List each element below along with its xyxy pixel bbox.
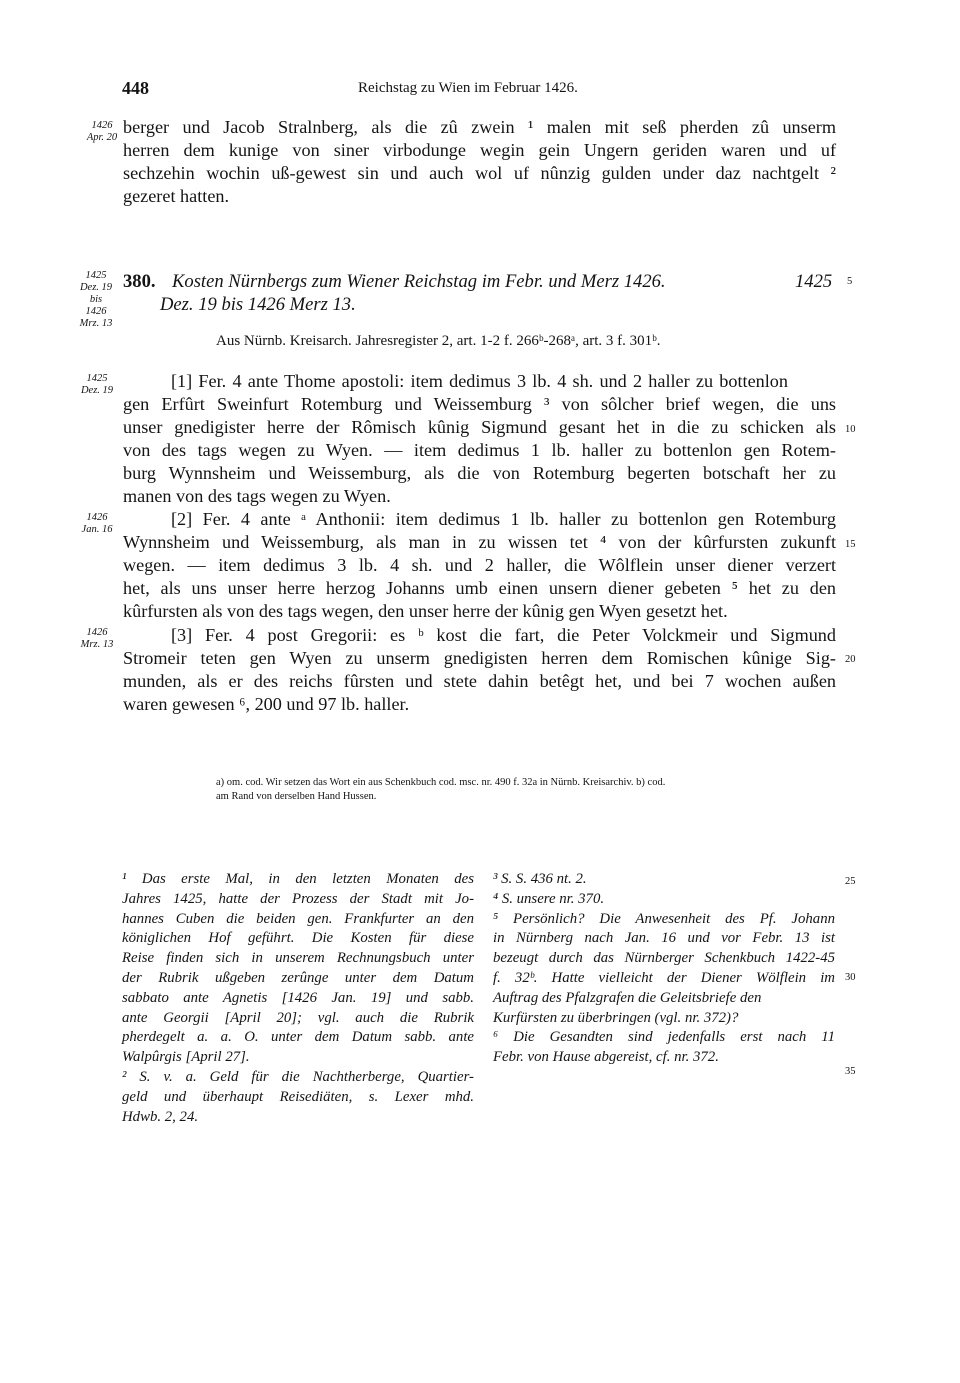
line-number: 30 bbox=[845, 972, 856, 983]
line-number: 10 bbox=[845, 424, 856, 435]
text-line: gezeret hatten. bbox=[123, 186, 230, 206]
text-line: sechzehin wochin uß-gewest sin und auch wol uf nûnzig gulden under daz nachtgelt ² bbox=[123, 163, 836, 183]
text-line: [3] Fer. 4 post Gregorii: es ᵇ kost die fart, die Peter Volckmeir und Sigmund bbox=[171, 625, 836, 645]
variant-line: am Rand von derselben Hand Hussen. bbox=[216, 791, 377, 802]
entry-title: Kosten Nürnbergs zum Wiener Reichstag im Febr. und Merz 1426. bbox=[172, 271, 666, 292]
variant-notes bbox=[216, 776, 836, 804]
text-line: gen Erfûrt Sweinfurt Rotemburg und Weissemburg ³ von sôlcher brief wegen, die uns bbox=[123, 394, 836, 414]
text-line: [1] Fer. 4 ante Thome apostoli: item dedimus 3 lb. 4 sh. und 2 haller zu bottenlon bbox=[171, 371, 788, 391]
text-line: herren dem kunige von siner virbodunge wegin gein Ungern geriden waren und uf bbox=[123, 140, 836, 160]
text-line: manen von des tags wegen zu Wyen. bbox=[123, 486, 391, 506]
footnote-line: Febr. von Hause abgereist, cf. nr. 372. bbox=[493, 1049, 719, 1066]
footnote-line: f. 32ᵇ. Hatte vielleicht der Diener Wölflein im bbox=[493, 969, 835, 986]
line-number: 5 bbox=[847, 276, 853, 287]
variant-line: a) om. cod. Wir setzen das Wort ein aus Schenkbuch cod. msc. nr. 490 f. 32a in Nürnb. Kreisarchiv. b) cod. bbox=[216, 777, 666, 788]
paragraph-1-cont bbox=[123, 393, 836, 508]
footnote-line: Auftrag des Pfalzgrafen die Geleitsbriefe den bbox=[493, 989, 762, 1006]
footnote-line: geld und überhaupt Reisediäten, s. Lexer mhd. bbox=[122, 1088, 474, 1105]
entry-number: 380. bbox=[123, 271, 156, 292]
text-line: unser gnedigister herre der Rômisch kûnig Sigmund gesant het in die zu schicken als bbox=[123, 417, 836, 437]
margin-date: 1425 Dez. 19 bbox=[80, 373, 114, 396]
entry-date-range: Dez. 19 bis 1426 Merz 13. bbox=[160, 294, 356, 315]
footnote-line: Hdwb. 2, 24. bbox=[122, 1108, 199, 1125]
text-line: kûrfursten als von des tags wegen, den unser herre der kûnig gen Wyen gesetzt het. bbox=[123, 601, 728, 621]
footnote-line: ³ S. S. 436 nt. 2. bbox=[493, 871, 587, 887]
footnote-line: ⁴ S. unsere nr. 370. bbox=[493, 890, 605, 907]
footnote-line: Kurfürsten zu überbringen (vgl. nr. 372)? bbox=[493, 1009, 739, 1026]
paragraph-1 bbox=[123, 370, 836, 393]
footnote-line: ¹ Das erste Mal, in den letzten Monaten des bbox=[122, 871, 474, 887]
footnote-line: ⁶ Die Gesandten sind jedenfalls erst nach 11 bbox=[493, 1029, 835, 1046]
continuation-text bbox=[123, 116, 836, 208]
footnote-line: königlichen Hof geführt. Die Kosten für diese bbox=[122, 930, 474, 947]
margin-date: 1426 Apr. 20 bbox=[86, 120, 118, 143]
footnotes-left bbox=[122, 870, 474, 1127]
margin-date: 1426 Jan. 16 bbox=[81, 512, 113, 535]
footnote-line: in Nürnberg nach Jan. 16 und vor Febr. 13 ist bbox=[493, 930, 835, 947]
footnote-line: Jahres 1425, hatte der Prozess der Stadt mit Jo- bbox=[122, 890, 474, 907]
text-line: Stromeir teten gen Wyen zu unserm gnedigisten herren dem Romischen kûnige Sig- bbox=[123, 648, 836, 668]
line-number: 15 bbox=[845, 539, 856, 550]
text-line: munden, als er des reichs fûrsten und stete dahin betêgt het, und bei 7 wochen außen bbox=[123, 671, 836, 691]
footnote-line: der Rubrik ußgeben zerûnge unter dem Datum bbox=[122, 969, 474, 986]
entry-date-start: 1425 bbox=[795, 271, 833, 292]
footnote-line: Walpûrgis [April 27]. bbox=[122, 1049, 250, 1066]
paragraph-2 bbox=[171, 508, 836, 531]
text-line: Wynnsheim und Weissemburg, als man in zu wissen tet ⁴ von der kûrfursten zukunft bbox=[123, 532, 836, 552]
footnote-line: hannes Cuben die beiden gen. Frankfurter an den bbox=[122, 910, 474, 927]
paragraph-3 bbox=[171, 624, 836, 647]
footnote-line: Reise finden sich in unserem Rechnungsbuch unter bbox=[122, 950, 474, 967]
text-line: wegen. — item dedimus 3 lb. 4 sh. und 2 haller, die Wôlflein unser diener verzert bbox=[123, 555, 836, 575]
footnote-line: bezeugt durch das Nürnberger Schenkbuch 1422-45 bbox=[493, 950, 835, 967]
footnote-line: ante Georgii [April 20]; vgl. auch die Rubrik bbox=[122, 1009, 474, 1026]
line-number: 35 bbox=[845, 1066, 856, 1077]
footnote-line: ⁵ Persönlich? Die Anwesenheit des Pf. Johann bbox=[493, 910, 835, 927]
running-title: Reichstag zu Wien im Februar 1426. bbox=[358, 80, 578, 96]
entry-source: Aus Nürnb. Kreisarch. Jahresregister 2, art. 1-2 f. 266ᵇ-268ᵃ, art. 3 f. 301ᵇ. bbox=[216, 333, 661, 349]
footnotes-right bbox=[493, 870, 835, 1068]
text-line: [2] Fer. 4 ante ᵃ Anthonii: item dedimus 1 lb. haller zu bottenlon gen Rotemburg bbox=[171, 509, 836, 529]
footnote-line: ² S. v. a. Geld für die Nachtherberge, Quartier- bbox=[122, 1068, 474, 1085]
line-number: 25 bbox=[845, 876, 856, 887]
text-line: waren gewesen ⁶, 200 und 97 lb. haller. bbox=[123, 694, 410, 714]
line-number: 20 bbox=[845, 654, 856, 665]
paragraph-2-cont bbox=[123, 531, 836, 623]
footnote-line: pherdegelt a. a. O. unter dem Datum sabb. ante bbox=[122, 1029, 474, 1046]
paragraph-3-cont bbox=[123, 647, 836, 716]
page-number: 448 bbox=[122, 78, 149, 98]
text-line: het, als uns unser herre herzog Johanns umb einen unsern diener gebeten ⁵ het zu den bbox=[123, 578, 836, 598]
text-line: burg Wynnsheim und Weissemburg, als die von Rotemburg begerten botschaft her zu bbox=[123, 463, 836, 483]
text-line: von des tags wegen zu Wyen. — item dedimus 1 lb. haller zu bottenlon gen Rotem- bbox=[123, 440, 836, 460]
text-line: berger und Jacob Stralnberg, als die zû zwein ¹ malen mit seß pherden zû unserm bbox=[123, 117, 836, 137]
margin-date: 1425 Dez. 19 bis 1426 Mrz. 13 bbox=[79, 270, 113, 329]
margin-date: 1426 Mrz. 13 bbox=[80, 627, 114, 650]
footnote-line: sabbato ante Agnetis [1426 Jan. 19] und sabb. bbox=[122, 989, 474, 1006]
